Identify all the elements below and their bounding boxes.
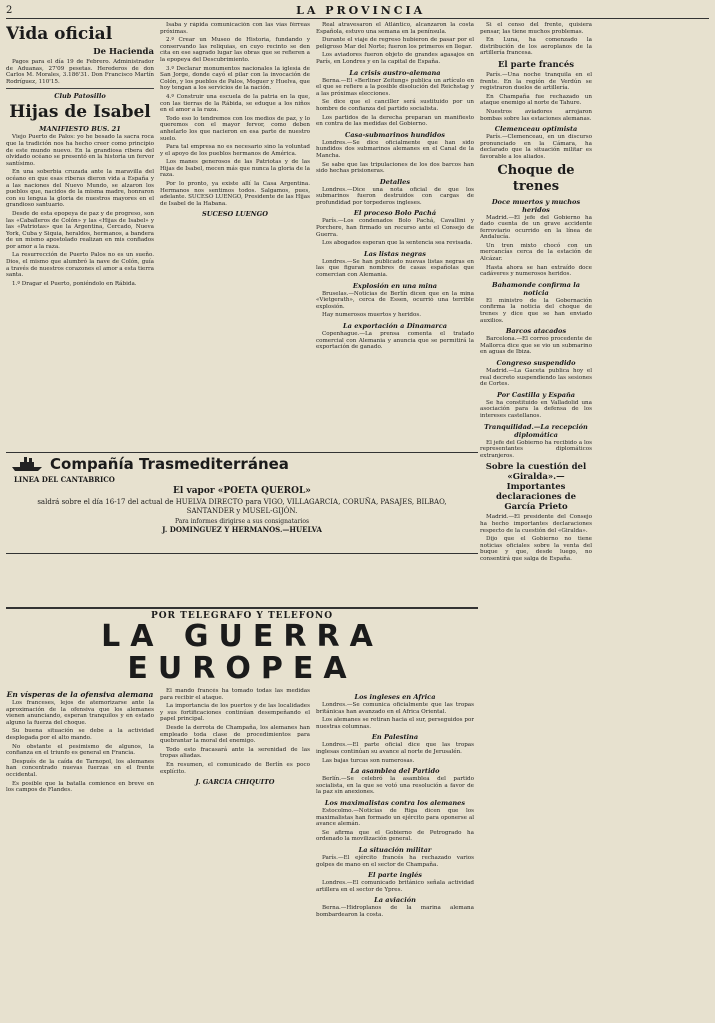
isabel-paragraph: Isaba y rápida comunicación con las vías férreas próximas. <box>160 22 310 35</box>
steamship-icon <box>10 456 44 472</box>
news-paragraph: Los alemanes se retiran hacia el sur, perseguidos por nuestras columnas. <box>316 717 474 730</box>
club-paragraph: Desde de esta epopeya de paz y de progreso, son las «Caballeros de Colón» y las «Hijas de Isabel» y las «Patriotas» que la Argentina, Cercado, Nueva York, Cuba y Siquia, heraldos, hermanos, a bandera de un mismo apostolado realizan en mis confiados por amor a la raza. <box>6 210 154 250</box>
news-paragraph: Londres.—El parte oficial dice que las tropas inglesas continúan su avance al norte de Jerusalén. <box>316 742 474 755</box>
war-paragraph: Los franceses, lejos de atemorizarse ante la aproximación de la ofensiva que los alemanes vienen anunciando, esperan tranquilos y en estado alguno la fuerza del choque. <box>6 700 154 726</box>
news-paragraph: Madrid.—El presidente del Consejo ha hecho importantes declaraciones respecto de la cuestión del «Giralda». <box>480 514 592 534</box>
company-name: Compañía Trasmediterránea <box>50 455 289 473</box>
exportacion-heading: La exportación a Dinamarca <box>342 322 447 330</box>
news-paragraph: En Champaña fue rechazado un ataque enemigo al norte de Tahure. <box>480 93 592 107</box>
war-column-left <box>6 688 154 1020</box>
news-paragraph: En Luna, ha comenzado la distribución de los aeroplanos de la artillería francesa. <box>480 37 592 57</box>
news-paragraph: El ministro de la Gobernación confirma la noticia del choque de trenes y dice que se han enviado auxilios. <box>480 297 592 324</box>
shipping-line: LINEA DEL CANTABRICO <box>14 475 115 484</box>
war-paragraph: El mando francés ha tomado todas las medidas para recibir el ataque. <box>160 688 310 701</box>
news-paragraph: Se dice que el canciller será sustituido por un hombre de confianza del partido socialista. <box>316 99 474 112</box>
war-paragraph: Todo esto fracasará ante la serenidad de las tropas aliadas. <box>160 746 310 760</box>
isabel-paragraph: 2.º Crear un Museo de Historia, fundando y conservando las reliquias, en cuyo recinto se den cita en ese sagrado lugar las obras que se refieren a la epopeya del Descubrimiento. <box>160 37 310 63</box>
club-paragraph: En una soberbia cruzada ante la maravilla del océano en que esas riberas dieron vida a España y a las naciones del Nuevo Mundo, se alzaron los pueblos que, nacidos de la misma madre, honraron con su lengua la gloria de nuestros mayores en el grandioso santuario. <box>6 169 154 209</box>
listas-heading: Las listas negras <box>363 249 427 258</box>
news-paragraph: Los partidos de la derecha preparan un manifiesto en contra de las medidas del Gobierno. <box>316 114 474 128</box>
aviacion-heading: La aviación <box>374 896 416 905</box>
news-paragraph: París.—Clemenceau, en un discurso pronunciado en la Cámara, ha declarado que la situación militar es favorable a los aliados. <box>480 134 592 160</box>
news-paragraph: Londres.—Se han publicado nuevas listas negras en las que figuran nombres de casas españolas que comercian con Alemania. <box>316 258 474 279</box>
club-paragraph: La resurrección de Puerto Palos no es un sueño. Dios, el mismo que alumbró la nave de Colón, guía a través de nuestros corazones el amor a esta tierra santa. <box>6 252 154 279</box>
isabel-paragraph: 3.º Declarar monumentos nacionales la iglesia de San Jorge, donde cayó el pilar con la invocación de Colón, y los pueblos de Palos, Moguer y Huelva, que hoy tengan a los servicios de la nación. <box>160 65 310 92</box>
ship-route: saldrá sobre el día 16-17 del actual de HUELVA DIRECTO para VIGO, VILLAGARCIA, CORUÑA, PASAJES, BILBAO, SANTANDER y MUSEL-GIJÓN. <box>37 498 447 515</box>
news-paragraph: Madrid.—El jefe del Gobierno ha dado cuenta de un grave accidente ferroviario ocurrido en la línea de Andalucía. <box>480 214 592 241</box>
masthead <box>6 2 709 19</box>
news-paragraph: Estocolmo.—Noticias de Riga dicen que los maximalistas han formado un ejército para oponerse al avance alemán. <box>316 807 474 828</box>
news-paragraph: Barcelona.—El correo procedente de Mallorca dice que se vio un submarino en aguas de Ibiza. <box>480 336 592 356</box>
news-paragraph: Si el censo del frente, quisiera pensar, las tiene muchos problemas. <box>480 22 592 35</box>
war-title-line-2: EUROPEA <box>127 651 357 686</box>
column-2 <box>160 22 310 467</box>
war-paragraph: Es posible que la batalla comience en breve en los campos de Flandes. <box>6 780 154 794</box>
column-1 <box>6 22 154 467</box>
club-label: Club Patosillo <box>54 92 106 101</box>
war-column-middle <box>160 688 310 1020</box>
news-paragraph: Berna.—Hidroplanos de la marina alemana bombardearon la costa. <box>316 905 474 918</box>
news-paragraph: Real atravesaron el Atlántico, alcanzaron la costa Española, estuvo una semana en la península. <box>316 22 474 35</box>
news-paragraph: Las bajas turcas son numerosas. <box>322 757 415 764</box>
page-number: 2 <box>6 4 13 16</box>
detalles-heading: Detalles <box>379 177 411 186</box>
bolo-heading: El proceso Bolo Pachá <box>353 209 437 218</box>
militar-heading: La situación militar <box>358 845 432 854</box>
ingleses-heading: Los ingleses en Africa <box>354 693 436 701</box>
news-paragraph: Nuestros aviadores arrojaron bombas sobre las estaciones alemanas. <box>480 108 592 122</box>
news-paragraph: Se afirma que el Gobierno de Petrogrado ha ordenado la movilización general. <box>316 829 474 843</box>
ship-name: El vapor «POETA QUEROL» <box>173 486 311 496</box>
submarinos-heading: Casa-submarinos hundidos <box>344 130 445 139</box>
war-paragraph: No obstante el pesimismo de algunos, la confianza en el triunfo es general en Francia. <box>6 743 154 757</box>
clemenceau-heading: Clemenceau optimista <box>494 125 578 134</box>
crisis-heading: La crisis austro-alemana <box>349 68 441 77</box>
isabel-paragraph: Todo eso lo tendremos con los medios de paz, y lo queremos con el mayor fervor, como deben anhelarlo los que nacieron en esa parte de nuestro suelo. <box>160 115 310 142</box>
news-paragraph: Durante el viaje de regreso hubieron de pasar por el peligroso Mar del Norte; fueron los primeros en llegar. <box>316 37 474 50</box>
maximalistas-heading: Los maximalistas contra los alemanes <box>324 798 466 807</box>
news-paragraph: Copenhague.—La prensa comenta el tratado comercial con Alemania y anuncia que se permitirá la exportación de ganado. <box>316 331 474 351</box>
war-paragraph: En resumen, el comunicado de Berlín es poco explícito. <box>160 761 310 775</box>
explosion-heading: Explosión en una mina <box>352 281 438 290</box>
news-paragraph: Londres.—Se dice oficialmente que han sido hundidos dos submarinos alemanes en el Canal de la Mancha. <box>316 139 474 159</box>
column-4 <box>480 22 592 1020</box>
war-headline <box>6 607 478 687</box>
war-byline: J. GARCIA CHIQUITO <box>195 778 275 787</box>
parte-ingles-heading: El parte inglés <box>367 871 423 880</box>
club-paragraph: Viejo Puerto de Palos: yo he besado la sacra roca que la tradición nos ha hecho creer como principio de este mundo nuevo. En la grandiosa ribera del olvidado océano se presentó en la historia un fervor santísimo. <box>6 134 154 167</box>
isabel-paragraph: 4.º Construir una escuela de la patria en la que, con las tierras de la Rábida, se eduque a los niños en el amor a la raza. <box>160 93 310 114</box>
war-paragraph: Desde la derrota de Champaña, los alemanes han empleado toda clase de procedimientos para quebrantar la moral del enemigo. <box>160 724 310 745</box>
choque-de-trenes-heading: Choque de trenes <box>497 162 575 194</box>
hacienda-text: Pagos para el día 19 de Febrero. Administrador de Aduanas, 27'09 pesetas. Herederos de don Carlos M. Morales, 3.186'31. Don Francisco Martín Rodríguez, 110'15. <box>6 59 154 85</box>
news-paragraph: París.—El ejército francés ha rechazado varios golpes de mano en el sector de Champaña. <box>316 854 474 868</box>
news-paragraph: El jefe del Gobierno ha recibido a los representantes diplomáticos extranjeros. <box>480 439 592 459</box>
bahamonde-heading: Bahamonde confirma la noticia <box>492 280 580 297</box>
news-paragraph: Se sabe que las tripulaciones de los dos barcos han sido hechas prisioneras. <box>316 161 474 175</box>
divider <box>6 88 154 89</box>
news-paragraph: Londres.—Se comunica oficialmente que las tropas británicas han avanzado en el Africa Oriental. <box>316 702 474 715</box>
news-paragraph: Bruselas.—Noticias de Berlín dicen que en la mina «Vietgerath», cerca de Essen, ocurrió una terrible explosión. <box>316 290 474 310</box>
choque-subheading: Doce muertos y muchos heridos <box>491 197 581 214</box>
isabel-paragraph: Los manes generosos de las Patriotas y de las Hijas de Isabel, mecen más que nunca la gloria de la raza. <box>160 159 310 179</box>
shipping-advert <box>6 452 478 554</box>
giralda-heading: Sobre la cuestión del «Giralda».—Importantes declaraciones de García Prieto <box>485 462 587 513</box>
news-paragraph: Londres.—Dice una nota oficial de que los submarinos fueron destruidos con cargas de profundidad por torpederos ingleses. <box>316 186 474 206</box>
isabel-paragraph: Por lo pronto, ya existe allí la Casa Argentina. Hermanos nos sentimos todos. Salgamos, pues, adelante. SUCESO LUENGO, Presidente de las Hijas de Isabel de la Habana. <box>160 181 310 207</box>
news-paragraph: Un tren mixto chocó con un mercancías cerca de la estación de Alcázar. <box>480 242 592 263</box>
palestina-heading: En Palestina <box>371 733 419 742</box>
column-3-lower <box>316 690 474 1020</box>
news-paragraph: Dijo que el Gobierno no tiene noticias oficiales sobre la venta del buque y que, desde luego, no consentirá que salga de España. <box>480 536 592 562</box>
isabel-byline: SUCESO LUENGO <box>201 210 269 219</box>
barcos-heading: Barcos atacados <box>505 327 567 336</box>
news-paragraph: Berlín.—Se celebró la asamblea del partido socialista, en la que se votó una resolución a favor de la paz sin anexiones. <box>316 776 474 796</box>
news-paragraph: París.—Los condenados Bolo Pachá, Cavallini y Porchere, han firmado un recurso ante el Consejo de Guerra. <box>316 218 474 238</box>
congreso-heading: Congreso suspendido <box>496 359 576 367</box>
hijas-de-isabel-title: Hijas de Isabel <box>9 102 151 123</box>
news-paragraph: Hay numerosos muertos y heridos. <box>322 312 421 319</box>
news-paragraph: Los abogados esperan que la sentencia sea revisada. <box>322 240 473 247</box>
vida-oficial-heading: Vida oficial <box>6 24 113 44</box>
tranquilidad-heading: Tranquilidad.—La recepción diplomática <box>484 422 588 439</box>
column-3 <box>316 22 474 467</box>
hacienda-subheading: De Hacienda <box>93 47 154 57</box>
war-kicker: POR TELEGRAFO Y TELEFONO <box>150 611 334 621</box>
news-paragraph: Londres.—El comunicado británico señala actividad artillera en el sector de Ypres. <box>316 880 474 893</box>
news-paragraph: Los aviadores fueron objeto de grandes agasajos en París, en Londres y en la capital de España. <box>316 52 474 65</box>
news-paragraph: París.—Una noche tranquila en el frente. En la región de Verdún se registraron duelos de artillería. <box>480 71 592 92</box>
shipping-agent: J. DOMINGUEZ Y HERMANOS.—HUELVA <box>162 525 322 534</box>
war-paragraph: Después de la caída de Tarnopol, los alemanes han concentrado nuevas fuerzas en el frente occidental. <box>6 758 154 778</box>
parte-frances-heading: El parte francés <box>497 59 575 70</box>
asamblea-heading: La asamblea del Partido <box>350 767 440 776</box>
club-paragraph: 1.º Dragar el Puerto, poniéndolo en Rábida. <box>12 280 137 287</box>
club-byline: MANIFIESTO BUS. 21 <box>39 125 121 134</box>
isabel-paragraph: Para tal empresa no es necesario sino la voluntad y el apoyo de los pueblos hermanos de América. <box>160 144 310 157</box>
newspaper-name: LA PROVINCIA <box>296 3 426 17</box>
war-paragraph: La importancia de los puertos y de las localidades y sus fortificaciones continúan desempeñando el papel principal. <box>160 703 310 723</box>
shipping-contact: Para informes dirigirse a sus consignatarios <box>174 518 310 525</box>
war-subheading: En vísperas de la ofensiva alemana <box>6 690 154 699</box>
news-paragraph: Hasta ahora se han extraído doce cadáveres y numerosos heridos. <box>480 264 592 278</box>
war-paragraph: Su buena situación se debe a la actividad desplegada por el alto mando. <box>6 728 154 741</box>
news-paragraph: Madrid.—La Gaceta publica hoy el real decreto suspendiendo las sesiones de Cortes. <box>480 368 592 388</box>
news-paragraph: Se ha constituido en Valladolid una asociación para la defensa de los intereses castellanos. <box>480 399 592 419</box>
castilla-heading: Por Castilla y España <box>496 390 576 399</box>
news-paragraph: Berna.—El «Berliner Zeitung» publica un artículo en el que se refiere a la posible disolución del Reichstag y a las próximas elecciones. <box>316 77 474 97</box>
war-title-line-1: LA GUERRA <box>101 619 383 654</box>
